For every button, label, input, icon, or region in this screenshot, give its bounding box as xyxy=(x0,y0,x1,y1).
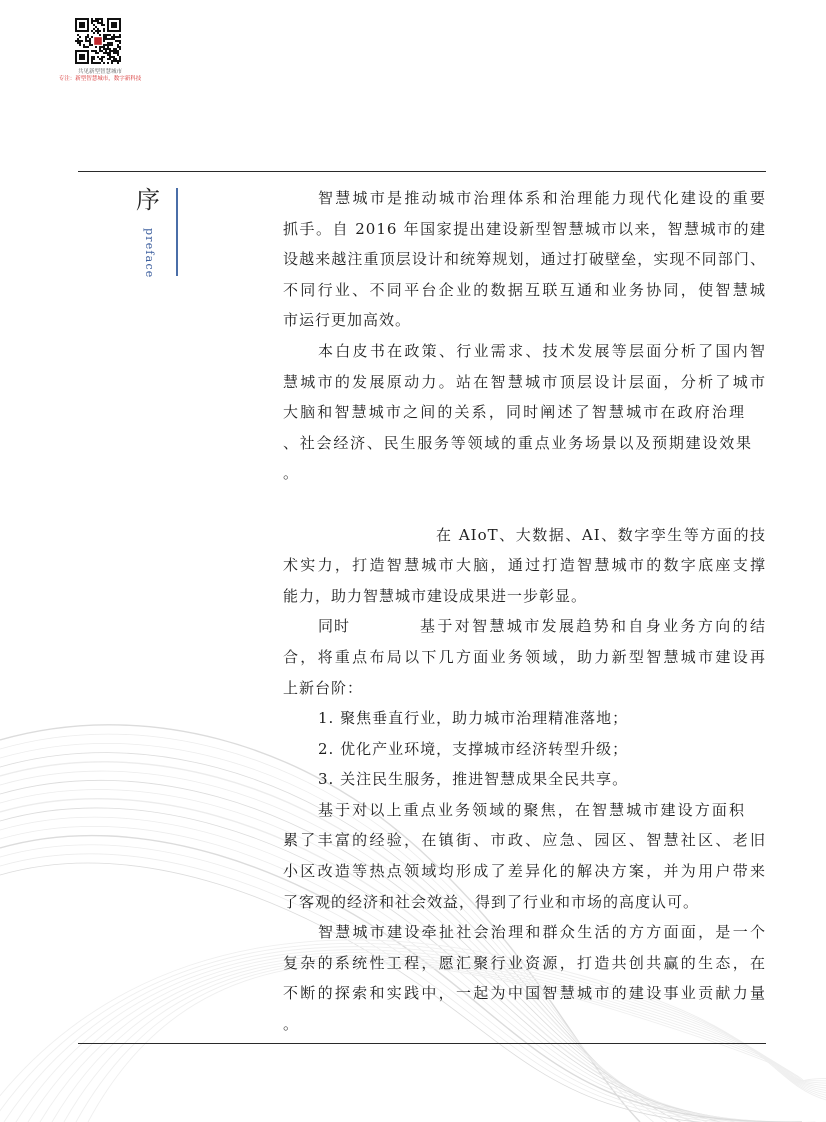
qr-module xyxy=(101,20,103,22)
qr-module xyxy=(93,50,95,52)
qr-module xyxy=(79,36,81,38)
qr-module xyxy=(93,56,95,58)
qr-module xyxy=(107,62,109,64)
qr-module xyxy=(95,26,97,28)
qr-module xyxy=(77,42,79,44)
qr-module xyxy=(113,56,115,58)
paragraph-line: 抓手。自 2016 年国家提出建设新型智慧城市以来，智慧城市的建 xyxy=(283,219,766,238)
qr-module xyxy=(81,40,83,42)
qr-module xyxy=(91,44,93,46)
qr-module xyxy=(101,18,103,20)
qr-module xyxy=(93,32,95,34)
qr-module xyxy=(109,54,111,56)
qr-module xyxy=(99,50,101,52)
qr-module xyxy=(89,44,91,46)
qr-module xyxy=(91,60,93,62)
qr-module xyxy=(105,36,107,38)
list-item: 1. 聚焦垂直行业，助力城市治理精准落地； xyxy=(318,709,629,728)
qr-module xyxy=(119,36,121,38)
qr-module xyxy=(117,40,119,42)
qr-module xyxy=(79,44,81,46)
qr-module xyxy=(91,62,93,64)
qr-module xyxy=(103,52,105,54)
qr-module xyxy=(107,38,109,40)
qr-module xyxy=(119,48,121,50)
preface-body xyxy=(283,183,766,1040)
paragraph-line: 、社会经济、民生服务等领域的重点业务场景以及预期建设效果 xyxy=(283,433,752,452)
paragraph-line: 智慧城市建设牵扯社会治理和群众生活的方方面面，是一个 xyxy=(318,923,766,942)
qr-finder-core xyxy=(79,54,85,60)
qr-module xyxy=(109,48,111,50)
list-item: 2. 优化产业环境，支撑城市经济转型升级； xyxy=(318,739,629,758)
qr-module xyxy=(97,30,99,32)
qr-module xyxy=(111,38,113,40)
qr-module xyxy=(103,48,105,50)
qr-module xyxy=(119,58,121,60)
qr-module xyxy=(97,56,99,58)
qr-module xyxy=(117,54,119,56)
qr-module xyxy=(95,62,97,64)
qr-module xyxy=(95,18,97,20)
qr-module xyxy=(103,56,105,58)
paragraph-line: 市运行更加高效。 xyxy=(283,311,412,330)
qr-module xyxy=(103,30,105,32)
qr-module xyxy=(111,44,113,46)
qr-module xyxy=(99,46,101,48)
qr-module xyxy=(91,36,93,38)
qr-module xyxy=(111,36,113,38)
paragraph-line: 基于对以上重点业务领域的聚焦，在智慧城市建设方面积 xyxy=(318,800,745,819)
paragraph-line: 智慧城市是推动城市治理体系和治理能力现代化建设的重要 xyxy=(318,189,766,207)
paragraph-line: 。 xyxy=(283,464,300,483)
paragraph-line-start: 同时 xyxy=(318,617,351,636)
paragraph-line: 本白皮书在政策、行业需求、技术发展等层面分析了国内智 xyxy=(318,341,766,360)
section-subtitle: preface xyxy=(143,228,156,279)
paragraph-line: 复杂的系统性工程，愿汇聚行业资源，打造共创共赢的生态，在 xyxy=(283,953,766,972)
qr-module xyxy=(103,24,105,26)
qr-module xyxy=(101,56,103,58)
qr-module xyxy=(97,18,99,20)
qr-module xyxy=(113,60,115,62)
qr-module xyxy=(117,60,119,62)
qr-module xyxy=(105,34,107,36)
qr-module xyxy=(99,62,101,64)
qr-module xyxy=(101,60,103,62)
qr-module xyxy=(91,18,93,20)
qr-module xyxy=(113,38,115,40)
paragraph-line: 累了丰富的经验，在镇街、市政、应急、园区、智慧社区、老旧 xyxy=(283,831,766,850)
qr-module xyxy=(107,34,109,36)
qr-module xyxy=(103,46,105,48)
qr-module xyxy=(87,46,89,48)
qr-module xyxy=(79,40,81,42)
qr-module xyxy=(101,58,103,60)
qr-module xyxy=(117,36,119,38)
qr-module xyxy=(103,38,105,40)
qr-module xyxy=(83,46,85,48)
qr-code-image xyxy=(75,18,121,64)
paragraph-line: 上新台阶： xyxy=(283,678,364,697)
qr-module xyxy=(109,58,111,60)
qr-module xyxy=(99,58,101,60)
qr-module xyxy=(95,30,97,32)
paragraph-line: 了客观的经济和社会效益，得到了行业和市场的高度认可。 xyxy=(283,892,700,911)
qr-module xyxy=(97,28,99,30)
qr-module xyxy=(99,22,101,24)
paragraph-line: 不同行业、不同平台企业的数据互联互通和业务协同，使智慧城 xyxy=(283,280,766,299)
qr-module xyxy=(107,42,109,44)
qr-module xyxy=(83,44,85,46)
qr-module xyxy=(113,52,115,54)
qr-module xyxy=(109,50,111,52)
qr-module xyxy=(115,50,117,52)
qr-module xyxy=(117,44,119,46)
qr-module xyxy=(113,34,115,36)
qr-module xyxy=(87,34,89,36)
qr-module xyxy=(97,62,99,64)
qr-module xyxy=(99,18,101,20)
qr-module xyxy=(109,42,111,44)
qr-module xyxy=(117,50,119,52)
qr-module xyxy=(113,50,115,52)
qr-module xyxy=(103,36,105,38)
qr-module xyxy=(101,24,103,26)
qr-module xyxy=(93,24,95,26)
list-item: 3. 关注民生服务，推进智慧成果全民共享。 xyxy=(318,770,629,789)
qr-module xyxy=(105,50,107,52)
qr-module xyxy=(101,50,103,52)
qr-module xyxy=(95,46,97,48)
qr-module xyxy=(119,40,121,42)
qr-module xyxy=(103,40,105,42)
qr-module xyxy=(99,48,101,50)
qr-module xyxy=(89,38,91,40)
qr-module xyxy=(109,56,111,58)
qr-module xyxy=(117,46,119,48)
qr-module xyxy=(95,50,97,52)
qr-module xyxy=(97,22,99,24)
qr-module xyxy=(115,40,117,42)
qr-module xyxy=(91,58,93,60)
qr-module xyxy=(91,56,93,58)
qr-module xyxy=(117,62,119,64)
qr-module xyxy=(93,20,95,22)
paragraph-line: 不断的探索和实践中，一起为中国智慧城市的建设事业贡献力量 xyxy=(283,984,766,1003)
qr-module xyxy=(77,38,79,40)
qr-module xyxy=(95,20,97,22)
qr-module xyxy=(111,56,113,58)
qr-module xyxy=(119,34,121,36)
qr-module xyxy=(97,52,99,54)
qr-module xyxy=(107,52,109,54)
qr-module xyxy=(115,58,117,60)
qr-module xyxy=(109,38,111,40)
qr-module xyxy=(103,28,105,30)
qr-module xyxy=(111,42,113,44)
qr-module xyxy=(91,22,93,24)
qr-module xyxy=(75,40,77,42)
qr-module xyxy=(91,50,93,52)
qr-module xyxy=(87,36,89,38)
qr-module xyxy=(105,38,107,40)
qr-module xyxy=(109,34,111,36)
paragraph-line: 。 xyxy=(283,1015,300,1034)
paragraph-line: 术实力，打造智慧城市大脑，通过打造智慧城市的数字底座支撑 xyxy=(283,556,766,575)
qr-module xyxy=(77,40,79,42)
section-accent-rule xyxy=(176,188,178,276)
qr-module xyxy=(115,60,117,62)
qr-module xyxy=(105,48,107,50)
qr-module xyxy=(107,58,109,60)
qr-module xyxy=(99,30,101,32)
qr-module xyxy=(103,44,105,46)
qr-module xyxy=(89,42,91,44)
qr-logo xyxy=(94,37,102,45)
paragraph-line: 小区改造等热点领域均形成了差异化的解决方案，并为用户带来 xyxy=(283,862,766,881)
qr-module xyxy=(119,56,121,58)
qr-module xyxy=(107,48,109,50)
qr-finder-core xyxy=(79,22,85,28)
qr-module xyxy=(113,58,115,60)
qr-module xyxy=(119,60,121,62)
qr-module xyxy=(105,44,107,46)
qr-module xyxy=(103,62,105,64)
bottom-divider xyxy=(78,1043,766,1044)
qr-module xyxy=(85,40,87,42)
qr-module xyxy=(93,62,95,64)
logo-caption: 共见新型智慧城市 xyxy=(77,69,122,75)
logo-tagline: 专注：新型智慧城市，数字新科技 xyxy=(58,76,142,82)
qr-module xyxy=(111,60,113,62)
qr-module xyxy=(115,52,117,54)
paragraph-line: 在 AIoT、大数据、AI、数字孪生等方面的技 xyxy=(436,525,766,544)
qr-module xyxy=(103,34,105,36)
paragraph-line: 能力，助力智慧城市建设成果进一步彰显。 xyxy=(283,586,588,605)
paragraph-line: 大脑和智慧城市之间的关系，同时阐述了智慧城市在政府治理 xyxy=(283,403,745,422)
qr-module xyxy=(113,48,115,50)
qr-module xyxy=(111,62,113,64)
qr-module xyxy=(97,20,99,22)
qr-module xyxy=(101,22,103,24)
qr-module xyxy=(87,40,89,42)
paragraph-line-rest: 基于对智慧城市发展趋势和自身业务方向的结 xyxy=(420,617,766,636)
paragraph-line: 慧城市的发展原动力。站在智慧城市顶层设计层面，分析了城市 xyxy=(283,372,766,391)
paragraph-line xyxy=(283,611,766,642)
qr-module xyxy=(93,28,95,30)
qr-module xyxy=(77,34,79,36)
qr-module xyxy=(91,20,93,22)
qr-module xyxy=(101,46,103,48)
top-divider xyxy=(78,171,766,172)
qr-module xyxy=(89,40,91,42)
qr-module xyxy=(113,36,115,38)
qr-module xyxy=(85,38,87,40)
qr-module xyxy=(91,30,93,32)
qr-module xyxy=(85,46,87,48)
qr-module xyxy=(111,50,113,52)
qr-module xyxy=(107,54,109,56)
qr-module xyxy=(117,52,119,54)
paragraph-line: 合，将重点布局以下几方面业务领域，助力新型智慧城市建设再 xyxy=(283,647,766,666)
qr-module xyxy=(107,46,109,48)
qr-module xyxy=(85,36,87,38)
qr-module xyxy=(93,58,95,60)
qr-module xyxy=(99,34,101,36)
qr-module xyxy=(109,44,111,46)
paragraph-line: 设越来越注重顶层设计和统筹规划，通过打破壁垒，实现不同部门、 xyxy=(283,250,766,269)
qr-module xyxy=(97,32,99,34)
qr-module xyxy=(107,44,109,46)
qr-module xyxy=(119,42,121,44)
section-title: 序 xyxy=(136,186,160,214)
qr-module xyxy=(115,36,117,38)
qr-module xyxy=(105,52,107,54)
qr-module xyxy=(119,46,121,48)
qr-module xyxy=(95,52,97,54)
qr-module xyxy=(79,42,81,44)
blank-line xyxy=(283,489,766,520)
qr-module xyxy=(109,52,111,54)
qr-module xyxy=(115,48,117,50)
qr-finder-core xyxy=(111,22,117,28)
